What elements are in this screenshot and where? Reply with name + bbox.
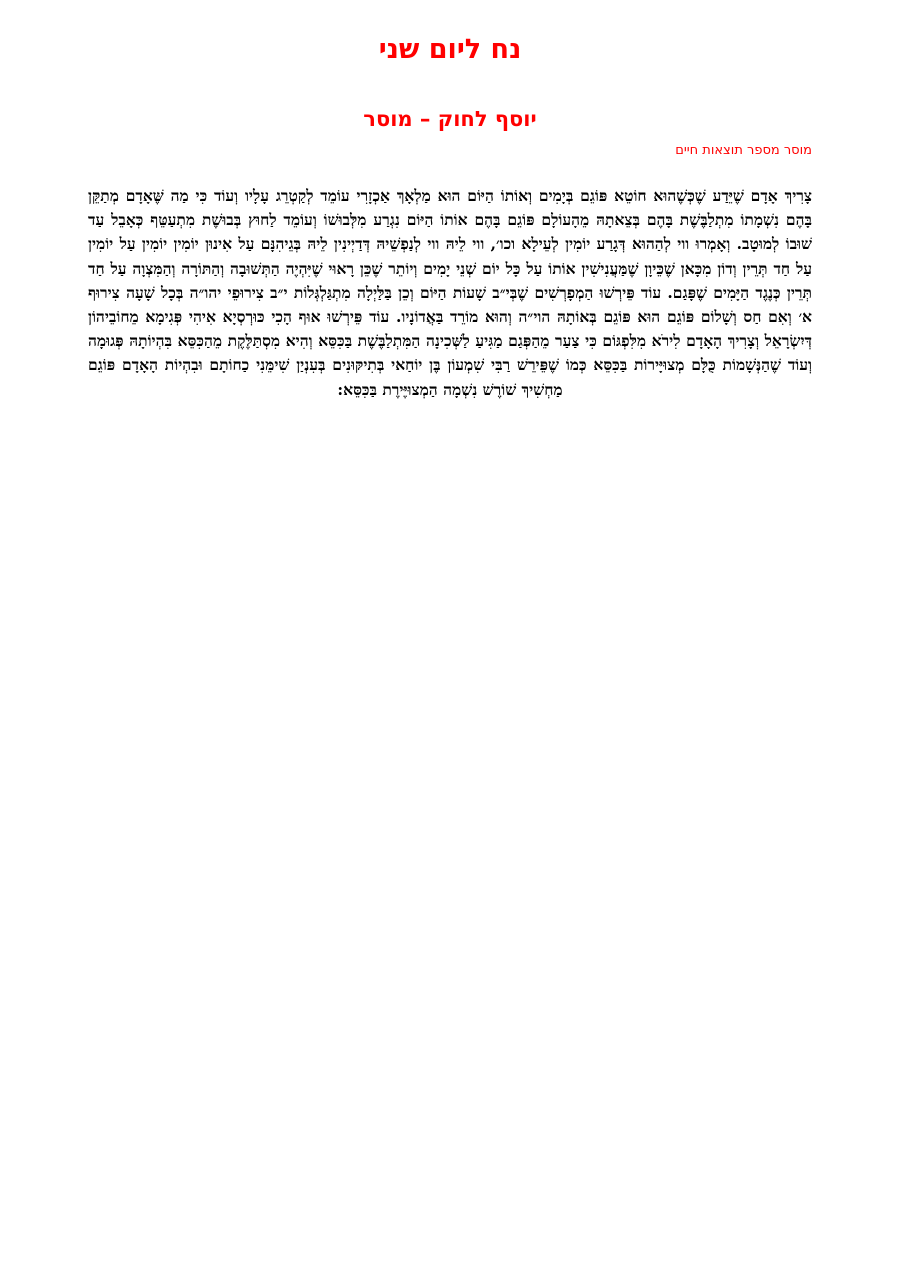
category-label: מוסר מספר תוצאות חיים <box>675 143 812 158</box>
page-title: נח ליום שני <box>378 34 522 65</box>
body-paragraph: צָרִיךְ אָדָם שֶׁיֵּדַע שֶׁכְּשֶׁהוּא חוֹטֵא פּוֹגֵם בְּיָמִים וְאוֹתוֹ הַיּוֹם הוּא מַלְאָךְ אַכְזָרִי עוֹמֵד לְקַטְרֵג עָלָיו וְעוֹד כִּי מַה שֶּׁאָדָם מְתַקֵּן בָּהֶם נִשְׁמָתוֹ מִתְלַבֶּשֶׁת בָּהֶם בְּצֵאתָהּ מֵהָעוֹלָם פּוֹגֵם בָּהֶם אוֹתוֹ הַיּוֹם נִגְרַע מִלְּבוּשׁוֹ וְעוֹמֵד לַחוּץ בְּבוּשֶׁת מִתְעַטֵּף כְּאָבֵל עַד שׁוּבוֹ לְמוּטָב. וְאָמְרוּ ווי לְהַהוּא דְּגָרַע יוֹמִין לְעֵילָא וכו׳, ווי לֵיהּ ווי לְנַפְשֵׁיהּ דְּדַיְינִין לֵיהּ בְּגֵיהִנָּם עַל אִינוּן יוֹמִין יוֹמִין עַל יוֹמִין עַל חַד תְּרֵין וְדוֹן מִכָּאן שֶׁכֵּיוָן שֶׁמַּעֲנִישִׁין אוֹתוֹ עַל כָּל יוֹם שְׁנֵי יָמִים וְיוֹתֵר שֶׁכֵּן רָאוּי שֶׁיִּהְיֶה הַתְּשׁוּבָה וְהַתּוֹרָה וְהַמִּצְוָה עַל חַד תְּרֵין כְּנֶגֶד הַיָּמִים שֶׁפָּגַם. עוֹד פֵּירְשׁוּ הַמְפָרְשִׁים שֶׁבְּי״ב שָׁעוֹת הַיּוֹם וְכֵן בַּלַּיְלָה מִתְגַּלְגְּלוֹת י״ב צִירוּפֵי יהו״ה בְּכָל שָׁעָה צִירוּף א׳ וְאִם חַס וְשָׁלוֹם פּוֹגֵם הוּא פּוֹגֵם בְּאוֹתָהּ הוי״ה וְהוּא מוֹרֵד בַּאֲדוֹנָיו. עוֹד פֵּירְשׁוּ אוּף הָכִי כּוּרְסְיָא אִיהִי פְּגִימָא מֵחוֹבֵיהוֹן דְּיִשְׂרָאֵל וְצָרִיךְ הָאָדָם לִירֹא מִלִּפְגּוֹם כִּי צַעַר מֵהַפְּגַם מַגִּיעַ לַשְּׁכִינָה הַמִּתְלַבֶּשֶׁת בַּכִּסֵּא וְהִיא מִסְתַּלֶּקֶת מֵהַכִּסֵּא בִּהְיוֹתָהּ פְּגוּמָה וְעוֹד שֶׁהַנְּשָׁמוֹת כֻּלָּם מְצוּיָּירוֹת בַּכִּסֵּא כְּמוֹ שֶׁפֵּירֵשׁ רַבִּי שִׁמְעוֹן בֶּן יוֹחַאי בְּתִיקּוּנִים בְּעִנְיַן שִׁימֵּנִי כַחוֹתָם וּבִהְיוֹת הָאָדָם פּוֹגֵם מַחְשִׁיךְ שׁוֹרֶשׁ נִשְׁמָה הַמְצוּיֶּירֶת בַּכִּסֵּא: <box>88 186 812 399</box>
page-subtitle: יוסף לחוק – מוסר <box>363 107 537 131</box>
